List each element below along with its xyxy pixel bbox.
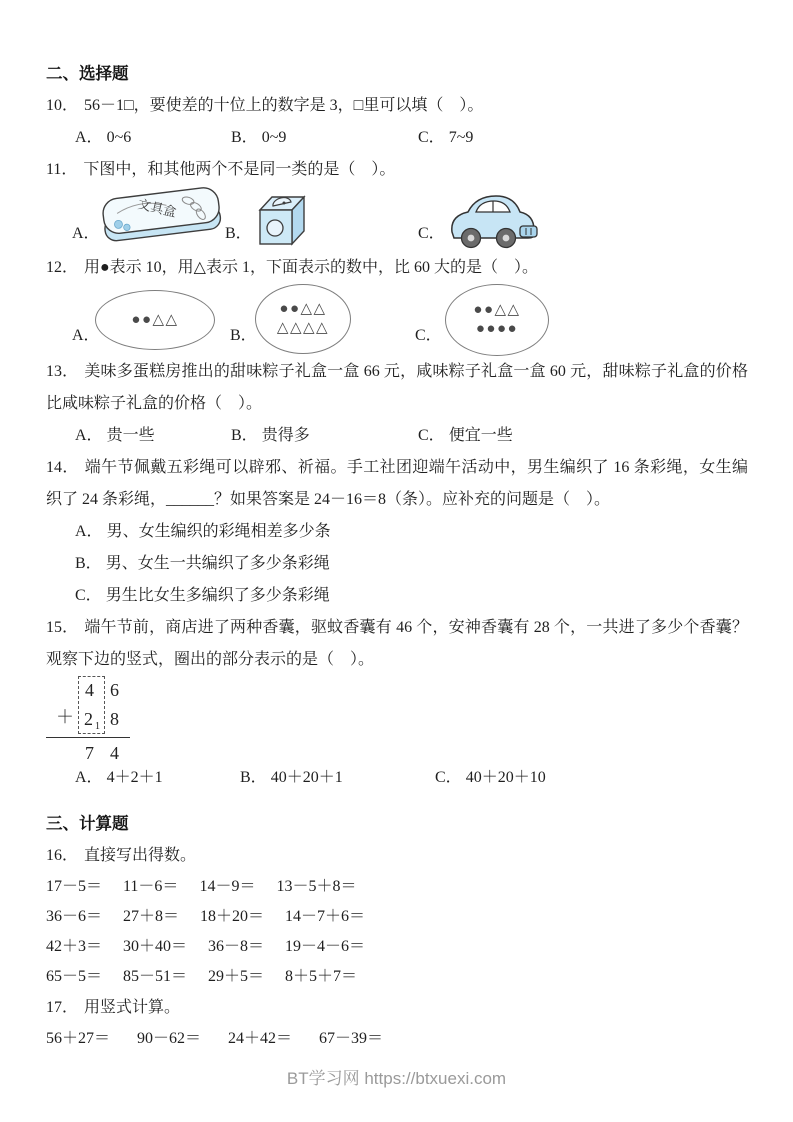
expression: 19－4－6＝ — [285, 938, 366, 955]
q11-option-b-label: B． — [225, 225, 252, 242]
vcalc-bottom-tens: 2 — [84, 709, 93, 729]
question-17-number: 17． — [46, 999, 79, 1016]
q12-c-shapes-row-2: ●●●● — [475, 321, 519, 337]
q10-option-b — [231, 122, 286, 154]
q14-option-a — [46, 516, 748, 548]
question-12-figures — [46, 284, 748, 356]
expression: 27＋8＝ — [123, 908, 180, 925]
pencil-case-text: 文具盒 — [136, 196, 178, 220]
question-11-number: 11． — [46, 161, 78, 178]
sharpener-hole — [267, 220, 283, 236]
question-15-stem — [46, 612, 748, 676]
vertical-calculation — [46, 676, 748, 762]
question-10-number: 10． — [46, 97, 79, 114]
question-14-stem — [46, 452, 748, 516]
expression: 11－6＝ — [123, 878, 179, 895]
vcalc-top-tens: 4 — [85, 680, 94, 700]
question-16-number: 16． — [46, 847, 79, 864]
expression: 36－6＝ — [46, 908, 103, 925]
expression: 29＋5＝ — [208, 968, 265, 985]
question-10-stem — [46, 90, 748, 122]
q14-option-b-label: B． — [75, 555, 102, 572]
question-13-stem — [46, 356, 748, 420]
question-13-options — [46, 420, 748, 452]
pencil-case-image — [98, 186, 226, 250]
expression: 13－5＋8＝ — [276, 878, 357, 895]
vcalc-result-tens: 7 — [85, 743, 94, 763]
q13-option-b — [231, 420, 310, 452]
q10-option-c-text: 7~9 — [448, 129, 474, 146]
expression: 14－7＋6＝ — [285, 908, 366, 925]
question-15-text: 端午节前，商店进了两种香囊，驱蚊香囊有 46 个，安神香囊有 28 个，一共进了多少个香囊？观察下边的竖式，圈出的部分表示的是（ ）。 — [46, 619, 748, 668]
q13-option-c-label: C． — [418, 427, 445, 444]
q10-option-b-text: 0~9 — [261, 129, 287, 146]
question-13-text: 美味多蛋糕房推出的甜味粽子礼盒一盒 66 元，咸味粽子礼盒一盒 60 元，甜味粽子礼盒的价格比咸味粽子礼盒的价格（ ）。 — [46, 363, 748, 412]
expression: 65－5＝ — [46, 968, 103, 985]
expression: 85－51＝ — [123, 968, 188, 985]
q11-option-a-label: A． — [72, 225, 100, 242]
q15-option-c — [435, 762, 546, 794]
question-15-number: 15． — [46, 619, 79, 636]
section-title-calculation: 三、计算题 — [46, 815, 129, 833]
q13-option-a-text: 贵一些 — [106, 427, 155, 444]
q12-b-shapes-row-1: ●●△△ — [279, 301, 327, 317]
question-15-options — [46, 762, 748, 794]
q10-option-a-text: 0~6 — [106, 129, 132, 146]
question-11-stem — [46, 154, 748, 186]
question-14-text: 端午节佩戴五彩绳可以辟邪、祈福。手工社团迎端午活动中，男生编织了 16 条彩绳，女生编织了 24 条彩绳，______？如果答案是 24－16＝8（条）。应补充的问题是（ ）。 — [46, 459, 748, 508]
vcalc-rule-line — [46, 737, 130, 738]
q12-b-shapes-row-2: △△△△ — [276, 320, 330, 336]
q12-option-b-label: B． — [230, 327, 257, 344]
question-11-figures — [46, 186, 748, 252]
q12-option-c-oval — [445, 284, 549, 356]
expression: 17－5＝ — [46, 878, 103, 895]
question-11-text: 下图中，和其他两个不是同一类的是（ ）。 — [83, 161, 396, 178]
q16-row-3 — [46, 932, 748, 962]
q16-row-4 — [46, 962, 748, 992]
question-13-number: 13． — [46, 363, 79, 380]
q13-option-b-text: 贵得多 — [261, 427, 310, 444]
question-17-text: 用竖式计算。 — [84, 999, 181, 1016]
q12-c-shapes-row-1: ●●△△ — [473, 302, 521, 318]
q16-row-1 — [46, 872, 748, 902]
q10-option-a — [75, 122, 131, 154]
q12-a-shapes-row: ●●△△ — [131, 311, 179, 328]
vcalc-result-ones: 4 — [110, 743, 119, 763]
q12-option-b-oval — [255, 284, 351, 354]
q14-option-b — [46, 548, 748, 580]
vcalc-bottom-ones: 8 — [110, 709, 119, 729]
q14-option-a-label: A． — [75, 523, 103, 540]
q10-option-a-label: A． — [75, 129, 103, 146]
q17-row — [46, 1024, 748, 1054]
q12-option-a-label: A． — [72, 327, 100, 344]
q10-option-c — [418, 122, 473, 154]
car-bumper — [520, 226, 537, 237]
vcalc-carry-digit: 1 — [95, 721, 100, 732]
question-16-text: 直接写出得数。 — [84, 847, 197, 864]
section-title-choice: 二、选择题 — [46, 65, 129, 83]
q14-option-c-label: C． — [75, 587, 102, 604]
q13-option-a — [75, 420, 155, 452]
q15-option-a-text: 4＋2＋1 — [106, 769, 163, 786]
expression: 30＋40＝ — [123, 938, 188, 955]
q15-option-c-text: 40＋20＋10 — [465, 769, 546, 786]
question-14-number: 14． — [46, 459, 79, 476]
question-17-stem — [46, 992, 748, 1024]
toy-car-image — [444, 188, 540, 250]
question-16-stem — [46, 840, 748, 872]
expression: 36－8＝ — [208, 938, 265, 955]
q15-option-b — [240, 762, 343, 794]
q15-option-b-text: 40＋20＋1 — [270, 769, 343, 786]
q13-option-a-label: A． — [75, 427, 103, 444]
q13-option-b-label: B． — [231, 427, 258, 444]
q14-option-b-text: 男、女生一共编织了多少条彩绳 — [105, 555, 330, 572]
expression: 42＋3＝ — [46, 938, 103, 955]
expression: 24＋42＝ — [228, 1030, 293, 1047]
vcalc-circled-dashed-box — [78, 676, 105, 734]
q13-option-c — [418, 420, 513, 452]
vcalc-plus-sign: ＋ — [56, 707, 74, 727]
q16-row-2 — [46, 902, 748, 932]
q13-option-c-text: 便宜一些 — [448, 427, 513, 444]
vcalc-top-ones: 6 — [110, 680, 119, 700]
worksheet-content — [46, 58, 748, 1054]
q12-option-c-label: C． — [415, 327, 442, 344]
question-12-stem — [46, 252, 748, 284]
question-10-options — [46, 122, 748, 154]
pencil-sharpener-image — [251, 190, 313, 248]
q15-option-a-label: A． — [75, 769, 103, 786]
expression: 18＋20＝ — [200, 908, 265, 925]
q14-option-a-text: 男、女生编织的彩绳相差多少条 — [106, 523, 331, 540]
q15-option-b-label: B． — [240, 769, 267, 786]
question-12-text: 用●表示 10，用△表示 1，下面表示的数中，比 60 大的是（ ）。 — [84, 259, 538, 276]
q15-option-a — [75, 762, 163, 794]
q14-option-c-text: 男生比女生多编织了多少条彩绳 — [105, 587, 330, 604]
q11-option-c-label: C． — [418, 225, 445, 242]
q10-option-b-label: B． — [231, 129, 258, 146]
q15-option-c-label: C． — [435, 769, 462, 786]
expression: 8＋5＋7＝ — [285, 968, 358, 985]
expression: 14－9＝ — [199, 878, 256, 895]
q10-option-c-label: C． — [418, 129, 445, 146]
expression: 56＋27＝ — [46, 1030, 111, 1047]
question-12-number: 12． — [46, 259, 79, 276]
question-10-text: 56－1□，要使差的十位上的数字是 3，□里可以填（ ）。 — [84, 97, 484, 114]
q14-option-c — [46, 580, 748, 612]
expression: 90－62＝ — [137, 1030, 202, 1047]
watermark-footer: BT学习网 https://btxuexi.com — [286, 1069, 507, 1088]
expression: 67－39＝ — [319, 1030, 384, 1047]
q12-option-a-oval — [95, 290, 215, 350]
